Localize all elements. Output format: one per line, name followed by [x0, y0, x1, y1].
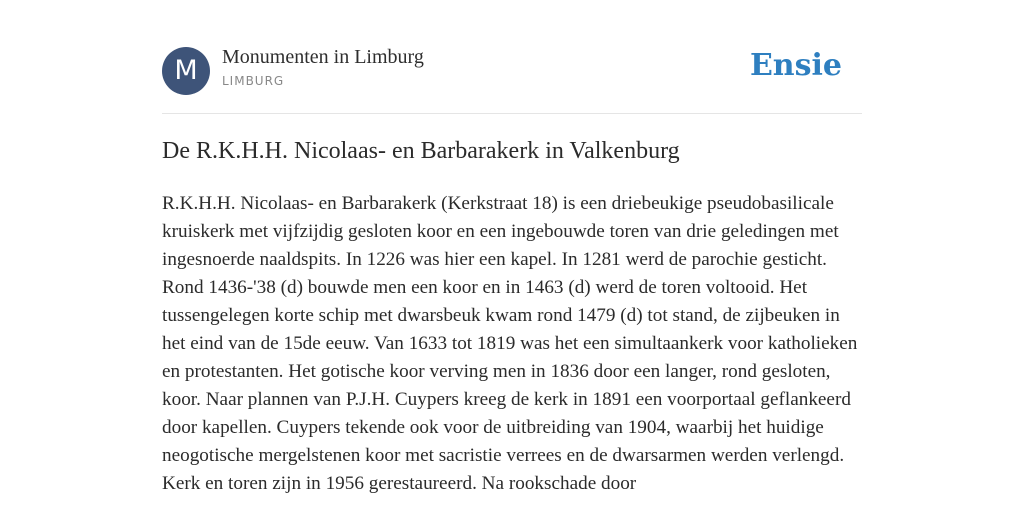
- publication-region: LIMBURG: [222, 74, 285, 88]
- article-card: [162, 0, 862, 512]
- publication-name[interactable]: Monumenten in Limburg: [222, 46, 424, 68]
- publication-header: [162, 46, 862, 96]
- ensie-logo[interactable]: Ensie: [749, 48, 842, 83]
- article-body: R.K.H.H. Nicolaas- en Barbarakerk (Kerkstraat 18) is een driebeukige pseudobasilicale kruiskerk met vijfzijdig gesloten koor en een ingebouwde toren van drie geledingen met ingesnoerde naaldspits. In 1226 was hier een kapel. In 1281 werd de parochie gesticht. Rond 1436-'38 (d) bouwde men een koor en in 1463 (d) werd de toren voltooid. Het tussengelegen korte schip met dwarsbeuk kwam rond 1479 (d) tot stand, de zijbeuken in het eind van de 15de eeuw. Van 1633 tot 1819 was het een simultaankerk voor katholieken en protestanten. Het gotische koor verving men in 1836 door een langer, rond gesloten, koor. Naar plannen van P.J.H. Cuypers kreeg de kerk in 1891 een voorportaal geflankeerd door kapellen. Cuypers tekende ook voor de uitbreiding van 1904, waarbij het huidige neogotische mergelstenen koor met sacristie verrees en de dwarsarmen werden verlengd. Kerk en toren zijn in 1956 gerestaureerd. Na rookschade door: [162, 193, 858, 494]
- article-title: De R.K.H.H. Nicolaas- en Barbarakerk in Valkenburg: [162, 138, 680, 164]
- avatar[interactable]: M: [162, 47, 210, 95]
- header-divider: [162, 113, 862, 114]
